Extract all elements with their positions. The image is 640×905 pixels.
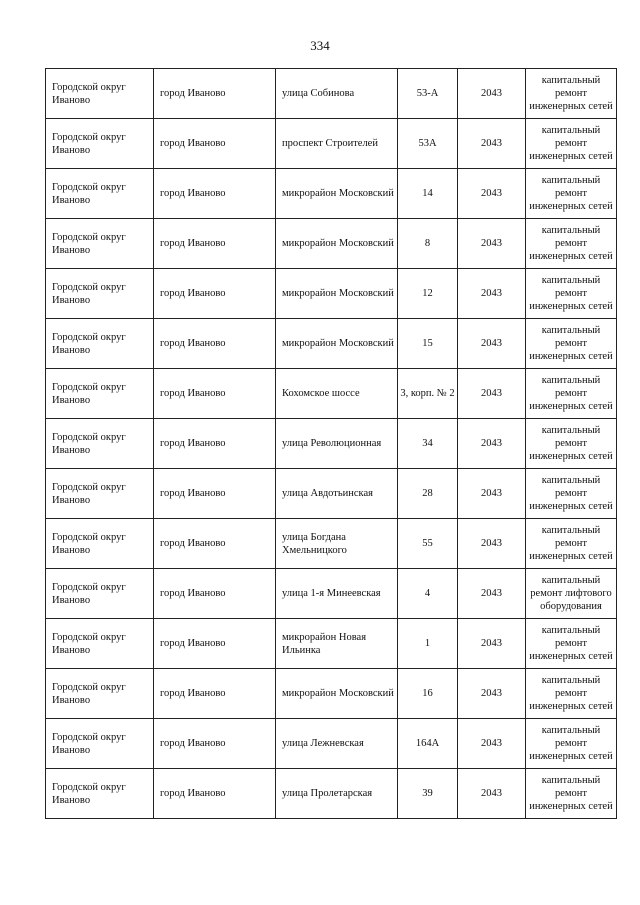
cell-district: Городской округ Иваново xyxy=(46,269,154,319)
cell-city: город Иваново xyxy=(154,269,276,319)
cell-district: Городской округ Иваново xyxy=(46,619,154,669)
cell-city: город Иваново xyxy=(154,319,276,369)
table-body xyxy=(46,69,617,819)
table-row xyxy=(46,319,617,369)
cell-street: улица Богдана Хмельницкого xyxy=(276,519,398,569)
cell-year: 2043 xyxy=(458,419,526,469)
cell-house: 28 xyxy=(398,469,458,519)
cell-year: 2043 xyxy=(458,319,526,369)
cell-work-type: капитальный ремонт инженерных сетей xyxy=(526,469,617,519)
cell-street: микрорайон Московский xyxy=(276,319,398,369)
cell-district: Городской округ Иваново xyxy=(46,469,154,519)
cell-city: город Иваново xyxy=(154,619,276,669)
cell-street: улица 1-я Минеевская xyxy=(276,569,398,619)
cell-house: 14 xyxy=(398,169,458,219)
cell-house: 164А xyxy=(398,719,458,769)
cell-district: Городской округ Иваново xyxy=(46,319,154,369)
cell-street: Кохомское шоссе xyxy=(276,369,398,419)
cell-year: 2043 xyxy=(458,219,526,269)
cell-district: Городской округ Иваново xyxy=(46,119,154,169)
cell-city: город Иваново xyxy=(154,569,276,619)
cell-city: город Иваново xyxy=(154,69,276,119)
cell-city: город Иваново xyxy=(154,669,276,719)
cell-house: 4 xyxy=(398,569,458,619)
page-number: 334 xyxy=(310,38,330,53)
cell-year: 2043 xyxy=(458,369,526,419)
cell-year: 2043 xyxy=(458,469,526,519)
cell-house: 39 xyxy=(398,769,458,819)
cell-city: город Иваново xyxy=(154,119,276,169)
cell-street: микрорайон Московский xyxy=(276,669,398,719)
cell-work-type: капитальный ремонт лифтового оборудования xyxy=(526,569,617,619)
cell-district: Городской округ Иваново xyxy=(46,669,154,719)
cell-street: улица Революционная xyxy=(276,419,398,469)
cell-district: Городской округ Иваново xyxy=(46,369,154,419)
cell-district: Городской округ Иваново xyxy=(46,569,154,619)
cell-street: улица Собинова xyxy=(276,69,398,119)
table-row xyxy=(46,169,617,219)
cell-district: Городской округ Иваново xyxy=(46,69,154,119)
cell-work-type: капитальный ремонт инженерных сетей xyxy=(526,369,617,419)
cell-work-type: капитальный ремонт инженерных сетей xyxy=(526,519,617,569)
table-row xyxy=(46,269,617,319)
cell-house: 12 xyxy=(398,269,458,319)
housing-register-table xyxy=(45,68,617,819)
cell-city: город Иваново xyxy=(154,369,276,419)
cell-year: 2043 xyxy=(458,69,526,119)
cell-year: 2043 xyxy=(458,269,526,319)
cell-work-type: капитальный ремонт инженерных сетей xyxy=(526,419,617,469)
table-row xyxy=(46,69,617,119)
cell-year: 2043 xyxy=(458,619,526,669)
cell-district: Городской округ Иваново xyxy=(46,169,154,219)
cell-district: Городской округ Иваново xyxy=(46,719,154,769)
cell-work-type: капитальный ремонт инженерных сетей xyxy=(526,319,617,369)
cell-work-type: капитальный ремонт инженерных сетей xyxy=(526,169,617,219)
cell-house: 1 xyxy=(398,619,458,669)
cell-year: 2043 xyxy=(458,669,526,719)
cell-year: 2043 xyxy=(458,169,526,219)
cell-house: 55 xyxy=(398,519,458,569)
table-row xyxy=(46,569,617,619)
table-row xyxy=(46,219,617,269)
cell-house: 3, корп. № 2 xyxy=(398,369,458,419)
cell-city: город Иваново xyxy=(154,169,276,219)
cell-street: улица Пролетарская xyxy=(276,769,398,819)
cell-street: микрорайон Московский xyxy=(276,169,398,219)
table-row xyxy=(46,719,617,769)
cell-year: 2043 xyxy=(458,119,526,169)
cell-work-type: капитальный ремонт инженерных сетей xyxy=(526,219,617,269)
table-row xyxy=(46,519,617,569)
cell-year: 2043 xyxy=(458,769,526,819)
cell-street: проспект Строителей xyxy=(276,119,398,169)
cell-year: 2043 xyxy=(458,719,526,769)
cell-work-type: капитальный ремонт инженерных сетей xyxy=(526,119,617,169)
cell-street: микрорайон Новая Ильинка xyxy=(276,619,398,669)
cell-district: Городской округ Иваново xyxy=(46,519,154,569)
cell-work-type: капитальный ремонт инженерных сетей xyxy=(526,769,617,819)
cell-year: 2043 xyxy=(458,569,526,619)
cell-house: 16 xyxy=(398,669,458,719)
table-row xyxy=(46,369,617,419)
table-row xyxy=(46,469,617,519)
cell-work-type: капитальный ремонт инженерных сетей xyxy=(526,719,617,769)
cell-work-type: капитальный ремонт инженерных сетей xyxy=(526,669,617,719)
cell-city: город Иваново xyxy=(154,419,276,469)
table-row xyxy=(46,769,617,819)
cell-house: 34 xyxy=(398,419,458,469)
cell-work-type: капитальный ремонт инженерных сетей xyxy=(526,269,617,319)
cell-district: Городской округ Иваново xyxy=(46,219,154,269)
cell-street: улица Авдотьинская xyxy=(276,469,398,519)
cell-city: город Иваново xyxy=(154,769,276,819)
table-row xyxy=(46,419,617,469)
cell-district: Городской округ Иваново xyxy=(46,769,154,819)
cell-city: город Иваново xyxy=(154,719,276,769)
cell-street: улица Лежневская xyxy=(276,719,398,769)
cell-district: Городской округ Иваново xyxy=(46,419,154,469)
cell-city: город Иваново xyxy=(154,519,276,569)
cell-city: город Иваново xyxy=(154,219,276,269)
cell-house: 53А xyxy=(398,119,458,169)
cell-work-type: капитальный ремонт инженерных сетей xyxy=(526,69,617,119)
table-row xyxy=(46,669,617,719)
cell-street: микрорайон Московский xyxy=(276,269,398,319)
cell-house: 8 xyxy=(398,219,458,269)
table-row xyxy=(46,119,617,169)
table-row xyxy=(46,619,617,669)
cell-city: город Иваново xyxy=(154,469,276,519)
cell-street: микрорайон Московский xyxy=(276,219,398,269)
cell-house: 15 xyxy=(398,319,458,369)
cell-house: 53-А xyxy=(398,69,458,119)
cell-year: 2043 xyxy=(458,519,526,569)
cell-work-type: капитальный ремонт инженерных сетей xyxy=(526,619,617,669)
